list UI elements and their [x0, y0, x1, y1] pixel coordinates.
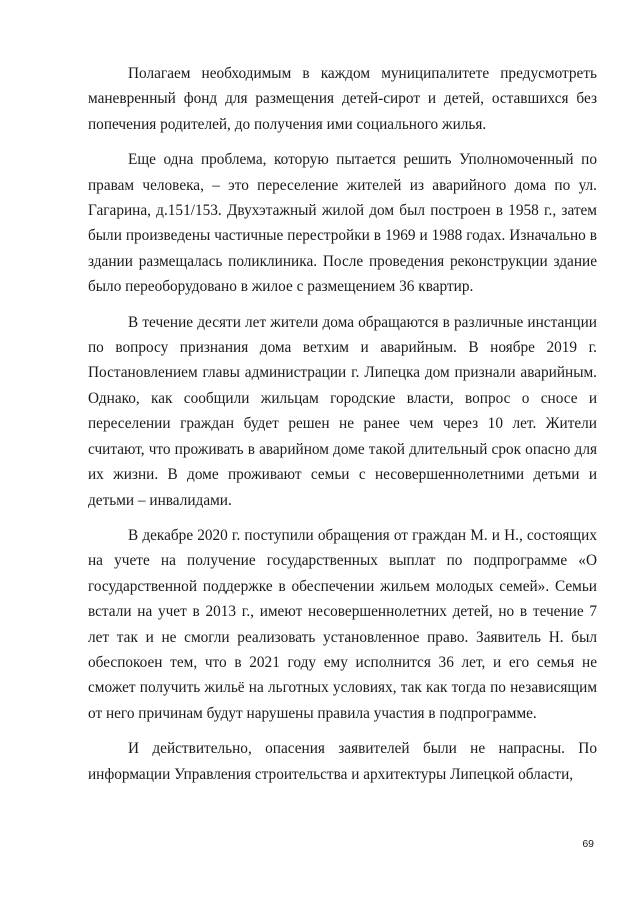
- page-number: 69: [582, 838, 594, 850]
- paragraph-1: Полагаем необходимым в каждом муниципалитете предусмотреть маневренный фонд для размещения детей-сирот и детей, оставшихся без попечения родителей, до получения ими социального жилья.: [88, 65, 597, 133]
- paragraph-3: В течение десяти лет жители дома обращаются в различные инстанции по вопросу признания дома ветхим и аварийным. В ноябре 2019 г. Постановлением главы администрации г. Липецка дом признали аварийным. Однако, как сообщили жильцам городские власти, вопрос о сносе и переселении граждан будет решен не ранее чем через 10 лет. Жители считают, что проживать в аварийном доме такой длительный срок опасно для их жизни. В доме проживают семьи с несовершеннолетними детьми и детьми – инвалидами.: [88, 313, 597, 509]
- paragraph-5: И действительно, опасения заявителей были не напрасны. По информации Управления строительства и архитектуры Липецкой области,: [88, 740, 597, 783]
- paragraph-4: В декабре 2020 г. поступили обращения от граждан М. и Н., состоящих на учете на получение государственных выплат по подпрограмме «О государственной поддержке в обеспечении жильем молодых семей». Семьи встали на учет в 2013 г., имеют несовершеннолетних детей, но в течение 7 лет так и не смогли реализовать установленное право. Заявитель Н. был обеспокоен тем, что в 2021 году ему исполнится 36 лет, и его семья не сможет получить жильё на льготных условиях, так как тогда по независящим от него причинам будут нарушены правила участия в подпрограмме.: [88, 526, 597, 722]
- page-body: [88, 61, 597, 797]
- paragraph-2: Еще одна проблема, которую пытается решить Уполномоченный по правам человека, – это переселение жителей из аварийного дома по ул. Гагарина, д.151/153. Двухэтажный жилой дом был построен в 1958 г., затем были произведены частичные перестройки в 1969 и 1988 годах. Изначально в здании размещалась поликлиника. После проведения реконструкции здание было переоборудовано в жилое с размещением 36 квартир.: [88, 151, 597, 296]
